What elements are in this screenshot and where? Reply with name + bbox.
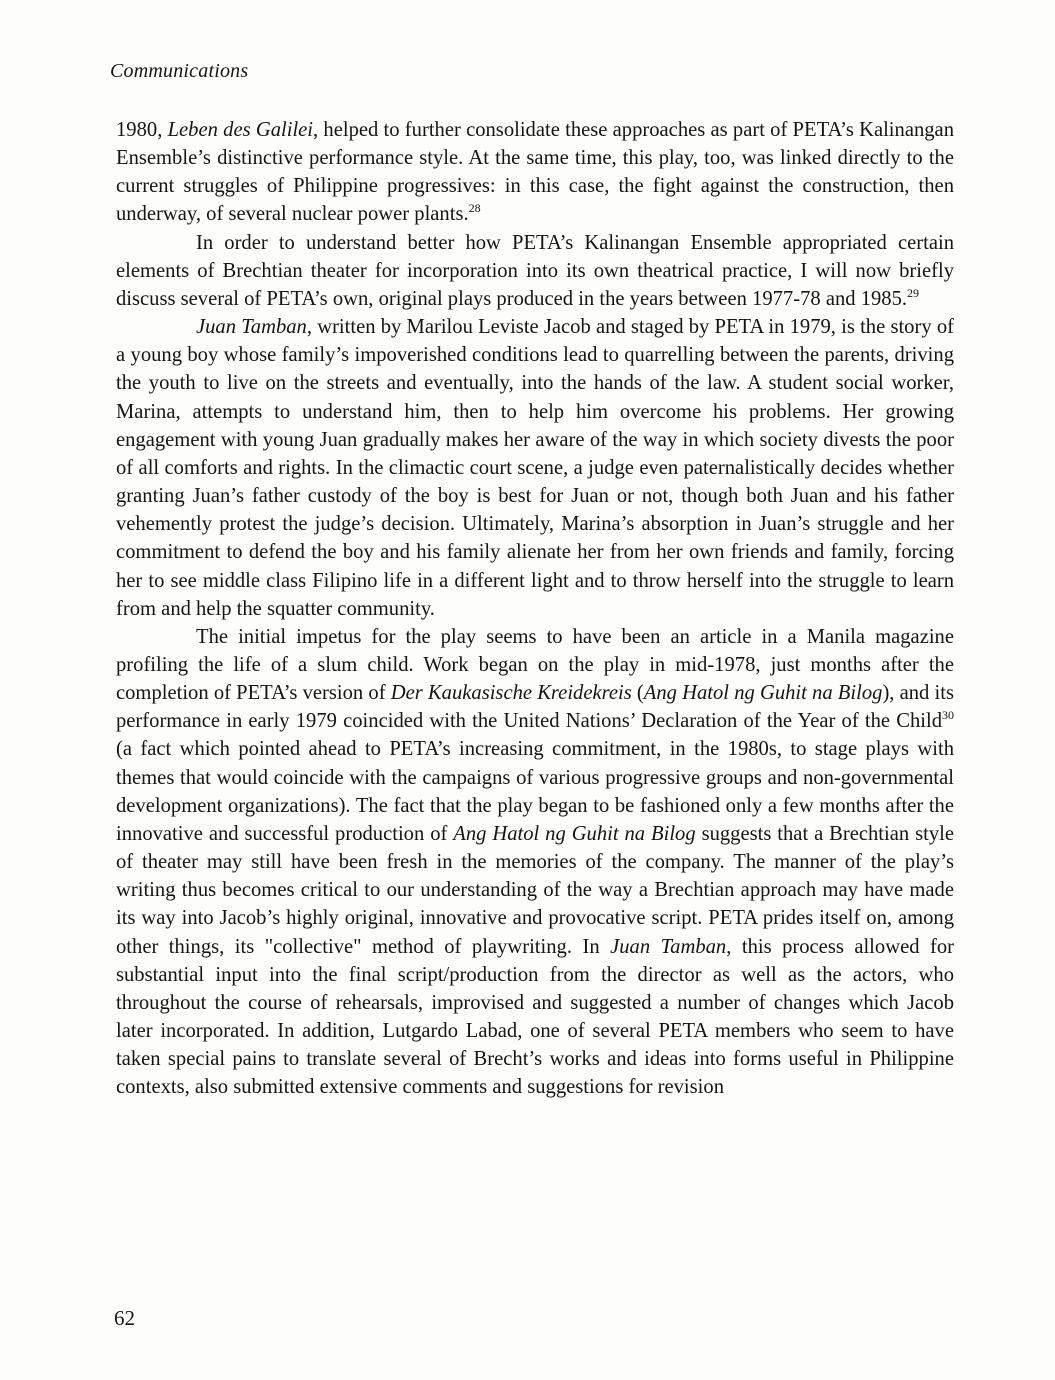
italic-title: Leben des Galilei <box>167 119 314 141</box>
paragraph-1 <box>116 116 954 229</box>
text-run: suggests that a Brechtian style of theater may still have been fresh in the memories of the company. The manner of the play’s writing thus becomes critical to our understanding of the way a Brechtian approach may have made its way into Jacob’s highly original, innovative and provocative script. PETA prides itself on, among other things, its "collective" method of playwriting. In <box>116 822 955 958</box>
footnote-ref: 29 <box>907 286 920 301</box>
text-run: (a fact which pointed ahead to PETA’s increasing commitment, in the 1980s, to stage plays with themes that would coincide with the campaigns of various progressive groups and non-governmental development organizations). The fact that the play began to be fashioned only a few months after the innovative and successful production of <box>116 738 954 845</box>
italic-title: Ang Hatol ng Guhit na Bilog <box>643 682 883 705</box>
paragraph-3 <box>116 313 954 623</box>
body-text <box>116 116 954 1101</box>
running-head: Communications <box>110 60 249 82</box>
italic-title: Ang Hatol ng Guhit na Bilog <box>453 822 696 845</box>
paragraph-2 <box>116 229 954 313</box>
italic-title: Juan Tamban <box>196 316 307 339</box>
text-run: , written by Marilou Leviste Jacob and staged by PETA in 1979, is the story of a young boy whose family’s impoverished conditions lead to quarrelling between the parents, driving the youth to live on the streets and eventually, into the hands of the law. A student social worker, Marina, attempts to understand him, then to help him overcome his problems. Her growing engagement with young Juan gradually makes her aware of the way in which society divests the poor of all comforts and rights. In the climactic court scene, a judge even paternalistically decides whether granting Juan’s father custody of the boy is best for Juan or not, though both Juan and his father vehemently protest the judge’s decision. Ultimately, Marina’s absorption in Juan’s struggle and her commitment to defend the boy and his family alienate her from her own friends and family, forcing her to see middle class Filipino life in a different light and to throw herself into the struggle to learn from and help the squatter community. <box>116 316 954 620</box>
footnote-ref: 30 <box>942 708 954 723</box>
italic-title: Juan Tamban <box>610 935 727 958</box>
text-run: , this process allowed for substantial input into the final script/production from the director as well as the actors, who throughout the course of rehearsals, improvised and suggested a number of changes which Jacob later incorporated. In addition, Lutgardo Labad, one of several PETA members who seem to have taken special pains to translate several of Brecht’s works and ideas into forms useful in Philippine contexts, also submitted extensive comments and suggestions for revision <box>116 935 954 1099</box>
footnote-ref: 28 <box>468 201 481 216</box>
paragraph-4 <box>116 623 954 1102</box>
text-run: 1980, <box>116 119 168 141</box>
text-run: ( <box>631 682 644 705</box>
text-run: The initial impetus for the play seems to have been an article in a Manila magazine profiling the life of a slum child. Work began on the play in mid-1978, just months after the completion of PETA’s version of <box>116 625 954 705</box>
text-run: In order to understand better how PETA’s Kalinangan Ensemble appropriated certain elements of Brechtian theater for incorporation into its own theatrical practice, I will now briefly discuss several of PETA’s own, original plays produced in the years between 1977-78 and 1985. <box>116 231 954 310</box>
italic-title: Der Kaukasische Kreidekreis <box>390 682 632 705</box>
text-run: ), and its performance in early 1979 coincided with the United Nations’ Declaration of the Year of the Child <box>116 682 954 733</box>
page-number: 62 <box>114 1306 135 1330</box>
text-run: , helped to further consolidate these approaches as part of PETA’s Kalinangan Ensemble’s distinctive performance style. At the same time, this play, too, was linked directly to the current struggles of Philippine progressives: in this case, the fight against the construction, then underway, of several nuclear power plants. <box>116 119 954 226</box>
